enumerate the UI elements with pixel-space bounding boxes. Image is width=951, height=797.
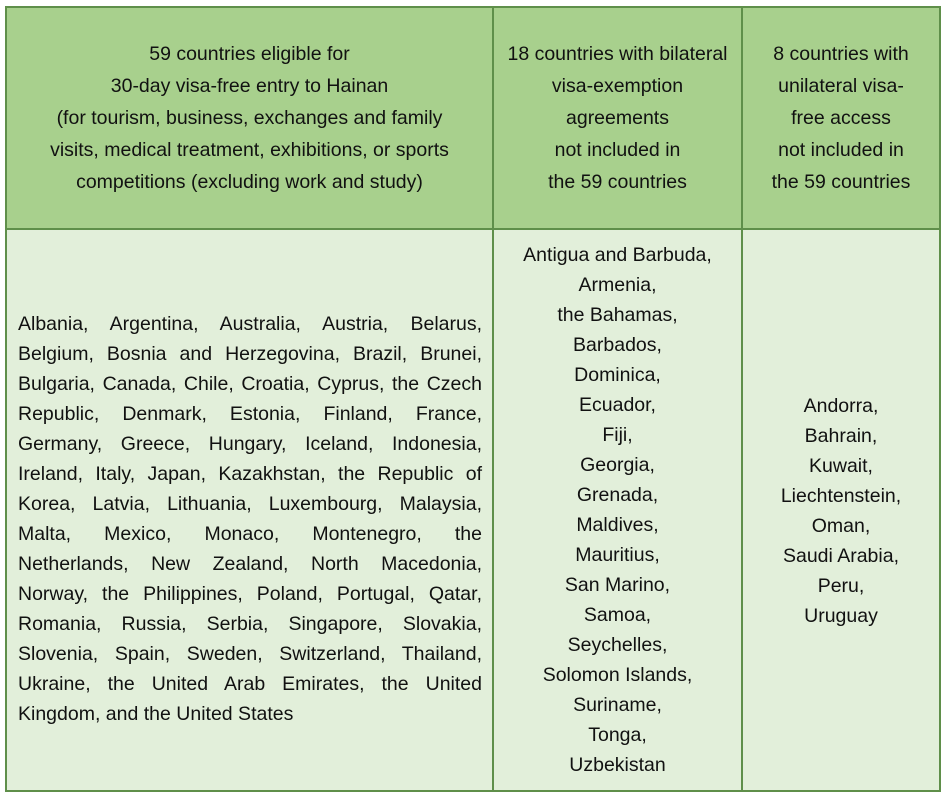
header-cell-unilateral [743,8,939,230]
country-item: Peru, [817,575,865,597]
body-cell-59-countries [7,230,494,790]
country-item: Armenia, [578,274,657,296]
country-item: Oman, [811,515,871,537]
visa-free-countries-table [5,6,941,792]
country-item: Uruguay [804,605,878,627]
country-item: Andorra, [803,395,879,417]
country-item: Saudi Arabia, [782,545,899,567]
country-item: Georgia, [580,454,655,476]
country-item: Fiji, [602,424,633,446]
country-list-bilateral [523,240,712,780]
country-item: Seychelles, [567,634,668,656]
country-item: Maldives, [576,514,659,536]
body-cell-bilateral [494,230,743,790]
header-text-unilateral: 8 countries with unilateral visa- free access not included in the 59 countries [771,43,911,193]
header-cell-bilateral [494,8,743,230]
country-list-59: Albania, Argentina, Australia, Austria, Belarus, Belgium, Bosnia and Herzegovina, Brazil, Brunei, Bulgaria, Canada, Chile, Croatia, Cyprus, the Czech Republic, Denmark, Estonia, Finland, France, Germany, Greece, Hungary, Iceland, Indonesia, Ireland, Italy, Japan, Kazakhstan, the Republic of Korea, Latvia, Lithuania, Luxembourg, Malaysia, Malta, Mexico, Monaco, Montenegro, the Netherlands, New Zealand, North Macedonia, Norway, the Philippines, Poland, Portugal, Qatar, Romania, Russia, Serbia, Singapore, Slovakia, Slovenia, Spain, Sweden, Switzerland, Thailand, Ukraine, the United Arab Emirates, the United Kingdom, and the United States [18,313,482,725]
country-item: Barbados, [573,334,662,356]
country-item: Dominica, [574,364,661,386]
country-item: Grenada, [576,484,659,506]
country-item: Liechtenstein, [780,485,902,507]
country-item: Bahrain, [804,425,878,447]
country-list-unilateral [781,391,901,631]
country-item: Tonga, [588,724,647,746]
country-item: Suriname, [573,694,662,716]
header-text-59-countries: 59 countries eligible for 30-day visa-free entry to Hainan (for tourism, business, exchanges and family visits, medical treatment, exhibitions, or sports competitions (excluding work and study) [50,43,449,193]
country-item: Uzbekistan [569,754,666,776]
country-item: Solomon Islands, [542,664,693,686]
country-item: Samoa, [583,604,652,626]
country-item: the Bahamas, [557,304,678,326]
country-item: San Marino, [564,574,671,596]
body-cell-unilateral [743,230,939,790]
header-cell-59-countries [7,8,494,230]
country-item: Antigua and Barbuda, [523,244,712,266]
country-item: Kuwait, [809,455,873,477]
country-item: Ecuador, [579,394,656,416]
country-item: Mauritius, [575,544,660,566]
header-text-bilateral: 18 countries with bilateral visa-exemption agreements not included in the 59 countries [507,43,728,193]
